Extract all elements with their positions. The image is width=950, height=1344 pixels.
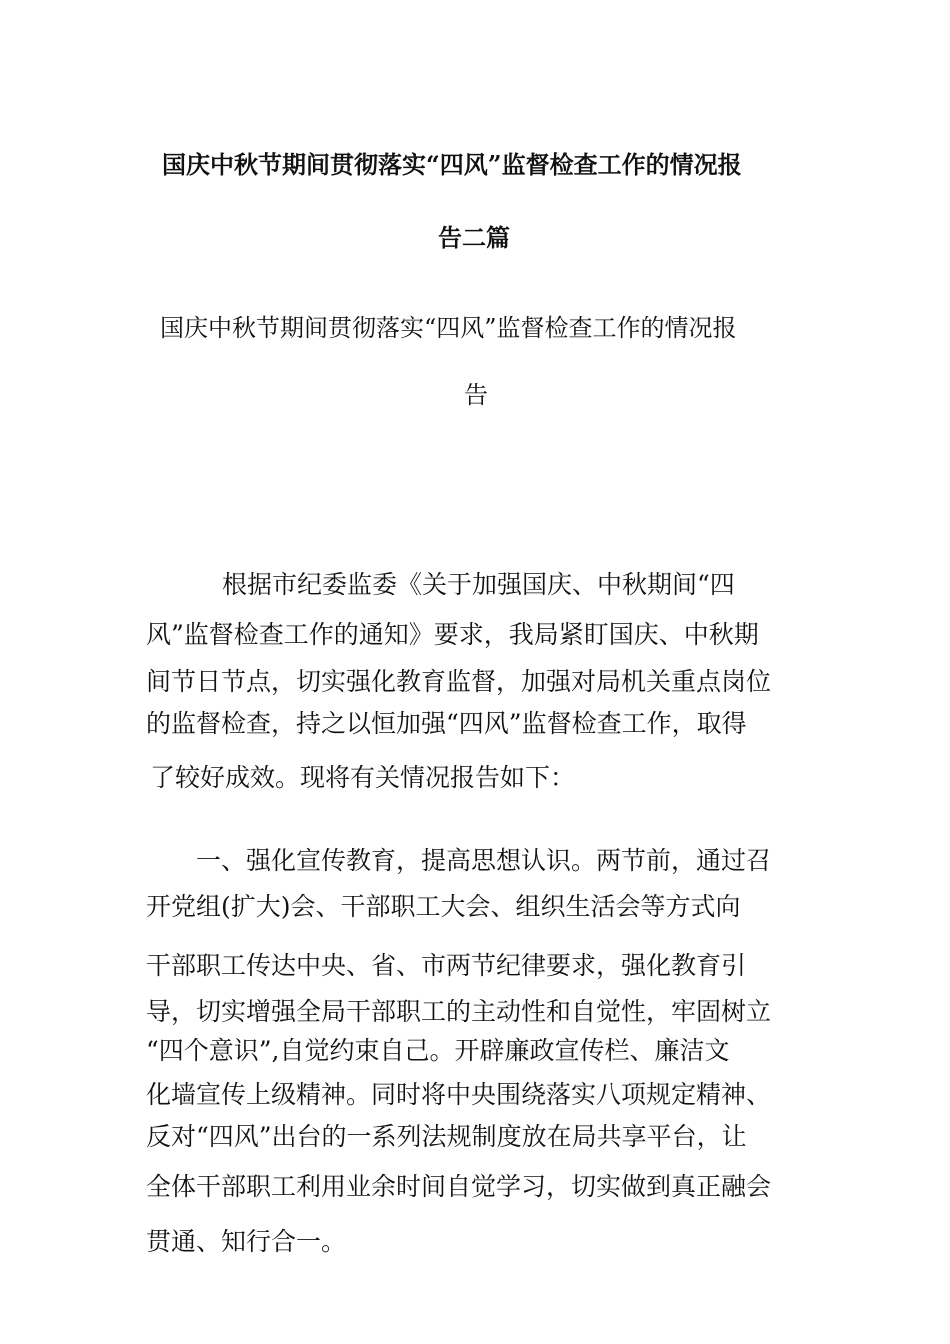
text-line: 开党组(扩大)会、干部职工大会、组织生活会等方式向	[146, 892, 741, 921]
text-line: 一、强化宣传教育，提高思想认识。两节前，通过召	[196, 846, 772, 875]
title-line: 告二篇	[438, 223, 510, 252]
text-line: 的监督检查，持之以恒加强“四风”监督检查工作，取得	[146, 709, 747, 738]
text-line: 导，切实增强全局干部职工的主动性和自觉性，牢固树立	[146, 997, 772, 1026]
text-line: 贯通、知行合一。	[146, 1227, 347, 1256]
text-line: 了较好成效。现将有关情况报告如下：	[150, 763, 576, 792]
text-line: 干部职工传达中央、省、市两节纪律要求，强化教育引	[146, 951, 747, 980]
subtitle-line: 国庆中秋节期间贯彻落实“四风”监督检查工作的情况报	[160, 314, 737, 342]
text-line: 反对“四风”出台的一系列法规制度放在局共享平台，让	[146, 1122, 747, 1151]
title-line: 国庆中秋节期间贯彻落实“四风”监督检查工作的情况报	[162, 150, 742, 179]
text-line: “四个意识”,自觉约束自己。开辟廉政宣传栏、廉洁文	[146, 1036, 730, 1065]
subtitle-line: 告	[464, 381, 488, 409]
text-line: 全体干部职工利用业余时间自觉学习，切实做到真正融会	[146, 1172, 772, 1201]
text-line: 间节日节点，切实强化教育监督，加强对局机关重点岗位	[146, 667, 772, 696]
text-line: 风”监督检查工作的通知》要求，我局紧盯国庆、中秋期	[146, 620, 759, 649]
text-line: 化墙宣传上级精神。同时将中央围绕落实八项规定精神、	[146, 1080, 772, 1109]
text-line: 根据市纪委监委《关于加强国庆、中秋期间“四	[222, 570, 735, 599]
